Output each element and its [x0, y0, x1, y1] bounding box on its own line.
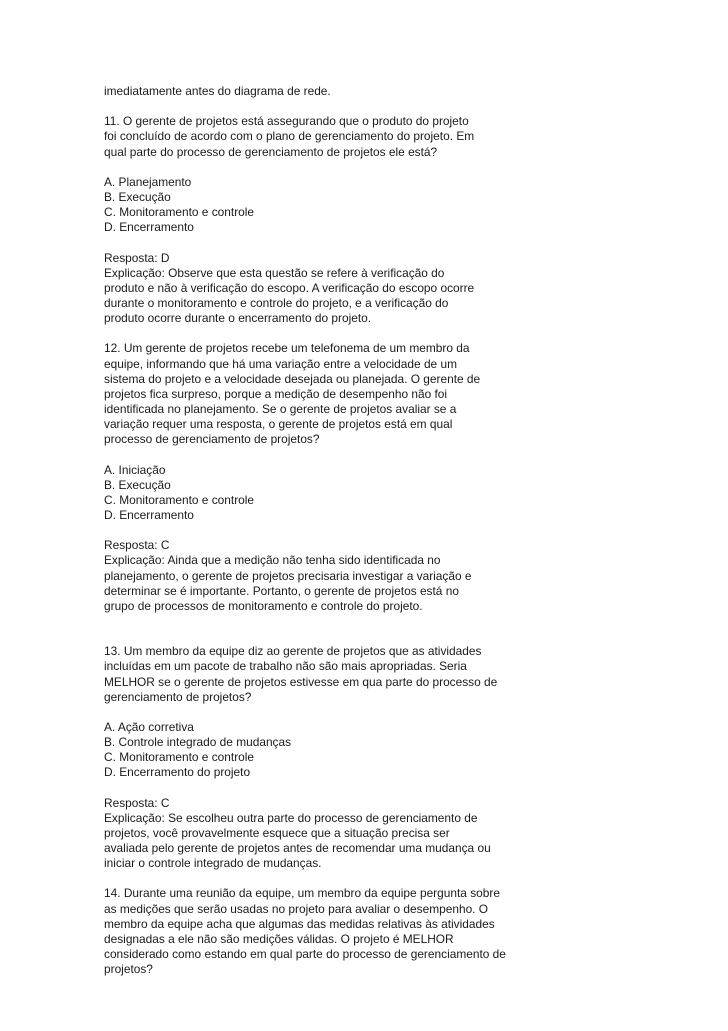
option-a: A. Iniciação	[104, 462, 166, 477]
explanation-line: determinar se é importante. Portanto, o gerente de projetos está no	[104, 583, 459, 598]
option-c: C. Monitoramento e controle	[104, 750, 255, 765]
question-text-line: 11. O gerente de projetos está assegurando que o produto do projeto	[104, 114, 469, 129]
question-text-line: 13. Um membro da equipe diz ao gerente de projetos que as atividades	[104, 644, 482, 659]
explanation-line: produto ocorre durante o encerramento do projeto.	[104, 311, 372, 326]
question-text-line: MELHOR se o gerente de projetos estivesse em qua parte do processo de	[104, 674, 498, 689]
option-c: C. Monitoramento e controle	[104, 205, 255, 220]
option-b: B. Execução	[104, 189, 171, 204]
explanation-line: iniciar o controle integrado de mudanças.	[104, 856, 322, 871]
option-b: B. Controle integrado de mudanças	[104, 735, 292, 750]
question-text-line: foi concluído de acordo com o plano de gerenciamento do projeto. Em	[104, 129, 475, 144]
answer-line: Resposta: D	[104, 250, 170, 265]
question-text-line: gerenciamento de projetos?	[104, 689, 252, 704]
explanation-line: planejamento, o gerente de projetos precisaria investigar a variação e	[104, 568, 472, 583]
explanation-line: produto e não à verificação do escopo. A verificação do escopo ocorre	[104, 280, 475, 295]
question-12	[104, 341, 544, 614]
question-13	[104, 644, 544, 871]
explanation-line: projetos, você provavelmente esquece que a situação precisa ser	[104, 825, 450, 840]
question-text-line: considerado como estando em qual parte do processo de gerenciamento de	[104, 947, 506, 962]
question-text-line: equipe, informando que há uma variação entre a velocidade de um	[104, 356, 457, 371]
question-text-line: processo de gerenciamento de projetos?	[104, 432, 320, 447]
question-text-line: 14. Durante uma reunião da equipe, um membro da equipe pergunta sobre	[104, 886, 500, 901]
question-text-line: sistema do projeto e a velocidade desejada ou planejada. O gerente de	[104, 371, 481, 386]
option-a: A. Ação corretiva	[104, 719, 194, 734]
option-d: D. Encerramento	[104, 507, 194, 522]
question-text-line: variação requer uma resposta, o gerente de projetos está em qual	[104, 417, 453, 432]
question-text-line: projetos?	[104, 962, 153, 977]
question-text-line: designadas a ele não são medições válidas. O projeto é MELHOR	[104, 931, 454, 946]
explanation-line: Explicação: Ainda que a medição não tenha sido identificada no	[104, 553, 441, 568]
option-d: D. Encerramento	[104, 220, 194, 235]
explanation-line: avaliada pelo gerente de projetos antes de recomendar uma mudança ou	[104, 841, 491, 856]
explanation-line: Explicação: Se escolheu outra parte do processo de gerenciamento de	[104, 810, 478, 825]
option-c: C. Monitoramento e controle	[104, 492, 255, 507]
document-page	[104, 84, 544, 977]
question-text-line: projetos fica surpreso, porque a medição de desempenho não foi	[104, 386, 448, 401]
option-b: B. Execução	[104, 477, 171, 492]
question-text-line: membro da equipe acha que algumas das medidas relativas às atividades	[104, 916, 495, 931]
question-text-line: identificada no planejamento. Se o gerente de projetos avaliar se a	[104, 401, 457, 416]
answer-line: Resposta: C	[104, 795, 170, 810]
explanation-line: grupo de processos de monitoramento e controle do projeto.	[104, 598, 423, 613]
option-d: D. Encerramento do projeto	[104, 765, 251, 780]
question-11	[104, 114, 544, 326]
answer-line: Resposta: C	[104, 538, 170, 553]
question-14	[104, 886, 544, 977]
question-text-line: 12. Um gerente de projetos recebe um telefonema de um membro da	[104, 341, 470, 356]
explanation-line: Explicação: Observe que esta questão se refere à verificação do	[104, 265, 445, 280]
explanation-line: durante o monitoramento e controle do projeto, e a verificação do	[104, 295, 449, 310]
question-text-line: qual parte do processo de gerenciamento de projetos ele está?	[104, 144, 438, 159]
question-text-line: as medições que serão usadas no projeto para avaliar o desempenho. O	[104, 901, 489, 916]
intro-line: imediatamente antes do diagrama de rede.	[104, 84, 331, 98]
option-a: A. Planejamento	[104, 174, 192, 189]
question-text-line: incluídas em um pacote de trabalho não são mais apropriadas. Seria	[104, 659, 467, 674]
